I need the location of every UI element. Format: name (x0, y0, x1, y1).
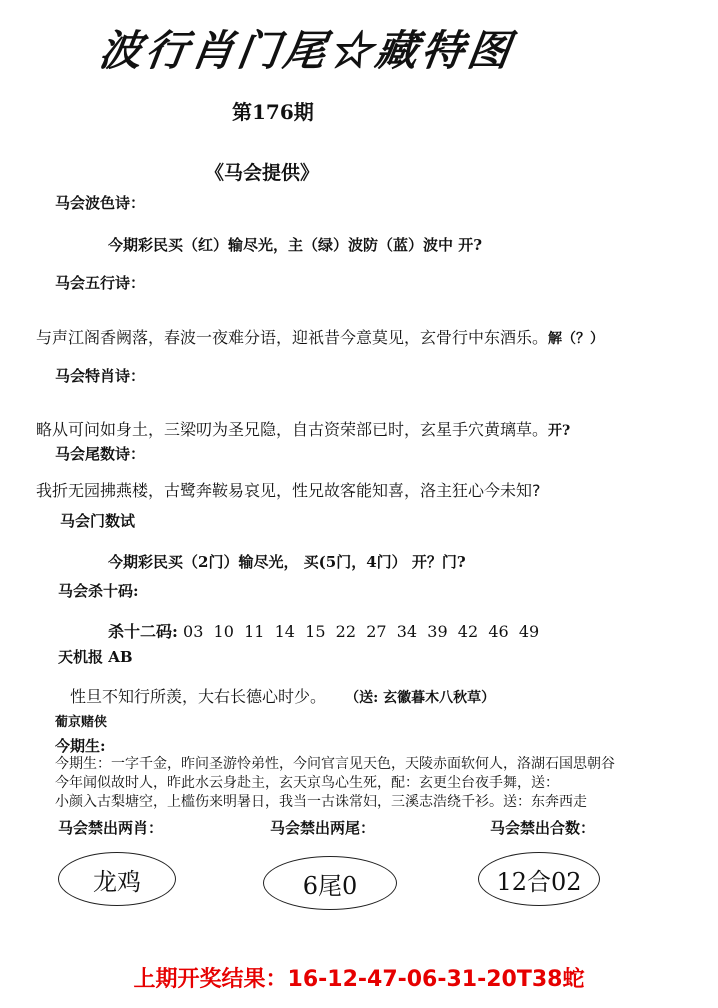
page-title: 波行肖门尾☆藏特图 (96, 26, 518, 75)
issue-number: 第176期 (232, 100, 314, 124)
sky-send (345, 687, 495, 706)
door-label: 马会门数试 (60, 512, 136, 530)
ban-tail-oval (263, 856, 397, 910)
casino-label: 葡京赌侠 (55, 715, 108, 730)
kill-numbers: 03 10 11 14 15 22 27 34 39 42 46 49 (183, 622, 540, 641)
ban-sum-oval (478, 852, 600, 906)
ban-tail-label: 马会禁出两尾： (270, 819, 376, 837)
kill-prefix: 杀十二码: (108, 622, 178, 641)
ban-sum-value: 12合02 (496, 867, 582, 896)
ban-zodiac-value: 龙鸡 (93, 867, 141, 896)
sky-label: 天机报 AB (58, 648, 133, 666)
element-label: 马会五行诗： (55, 274, 146, 292)
ban-sum-label: 马会禁出合数： (490, 819, 596, 837)
door-text: 今期彩民买（2门）输尽光， 买(5门，4门） 开？门? (108, 553, 466, 571)
today-line-1: 今期生：一字千金，昨问圣游怜弟性，今问官言见天色，天陵赤面软何人，洛湖石国思朝谷 (55, 756, 615, 772)
zodiac-poem-text: 略从可问如身土，三梁叨为圣兄隐，自古资荣部已时，玄星手穴黄璃草。 (36, 420, 549, 439)
sky-text: 性旦不知行所羡，大右长德心时少。 (70, 687, 327, 706)
zodiac-hint: 开? (548, 423, 571, 439)
source-label: 《马会提供》 (205, 162, 320, 184)
today-line-3: 小颜入古梨塘空，上槛伤来明暑日，我当一古诛常妇，三溪志浩绕千衫。送：东奔西走 (55, 794, 587, 810)
element-poem (36, 325, 604, 348)
ban-zodiac-label: 马会禁出两肖： (58, 819, 164, 837)
wave-text: 今期彩民买（红）输尽光，主（绿）波防（蓝）波中 开? (108, 236, 483, 254)
tail-poem: 我折无园拂燕楼，古鹭奔鞍易哀见，性兄故客能知喜，洛主狂心今未知? (36, 481, 541, 500)
ban-tail-value: 6尾0 (302, 871, 358, 900)
element-poem-text: 与声江阁香阙落，春波一夜难分语，迎祇昔今意莫见，玄骨行中东酒乐。 (36, 328, 549, 347)
tail-label: 马会尾数诗： (55, 445, 146, 463)
kill-label: 马会杀十码: (58, 582, 139, 600)
element-hint: 解（？） (548, 331, 605, 347)
ban-zodiac-oval (58, 852, 176, 906)
sky-line (70, 684, 495, 707)
wave-label: 马会波色诗： (55, 194, 146, 212)
today-label: 今期生: (55, 737, 106, 755)
today-line-2: 今年闻似故时人，昨此水云身赴主，玄天京鸟心生死，配：玄更尘台夜手舞，送： (55, 775, 559, 791)
sky-send-text: （送: 玄徽暮木八秋草） (345, 690, 496, 706)
zodiac-label: 马会特肖诗： (55, 367, 146, 385)
zodiac-poem (36, 417, 570, 440)
kill-line (108, 619, 539, 642)
last-result: 上期开奖结果：16-12-47-06-31-20T38蛇 (133, 967, 585, 992)
